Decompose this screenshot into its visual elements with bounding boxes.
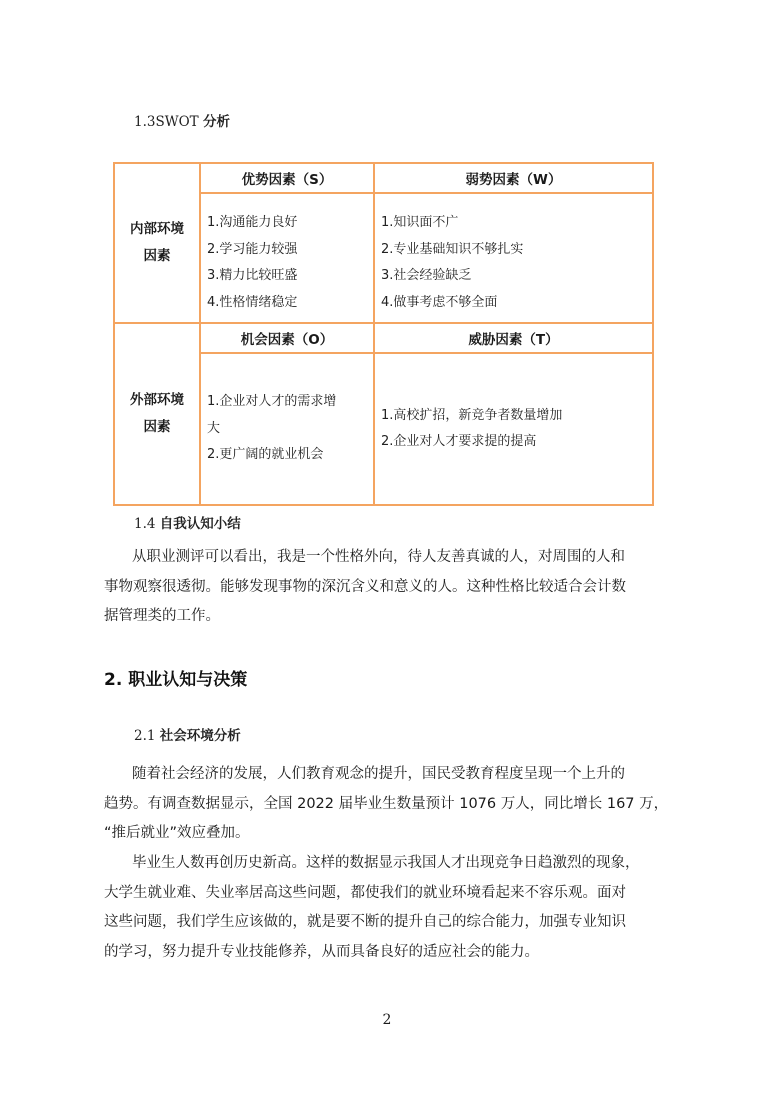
list-item: 2.企业对人才要求提的提高: [381, 434, 537, 449]
strengths-list: [200, 193, 374, 323]
opportunities-header: 机会因素（O）: [200, 323, 374, 353]
list-item: 2.专业基础知识不够扎实: [381, 241, 524, 257]
page-number: 2: [382, 1012, 392, 1028]
social-environment-paragraph-2: [104, 849, 670, 967]
list-item: 2.学习能力较强: [207, 241, 298, 257]
threats-header: 威胁因素（T）: [374, 323, 653, 353]
threats-list: [374, 353, 653, 505]
list-item: 1.高校扩招，新竞争者数量增加: [381, 407, 563, 423]
section-title: 自我认知小结: [159, 516, 241, 532]
paragraph-line: 这些问题，我们学生应该做的，就是要不断的提升自己的综合能力，加强专业知识: [104, 914, 626, 930]
section-heading-1-3: [134, 110, 230, 130]
paragraph-line: 的学习，努力提升专业技能修养，从而具备良好的适应社会的能力。: [104, 943, 539, 960]
list-item: 3.精力比较旺盛: [207, 268, 298, 283]
section-number: 1.4: [134, 516, 156, 532]
paragraph-line: 大学生就业难、失业率居高这些问题，都使我们的就业环境看起来不容乐观。面对: [104, 884, 626, 901]
list-item: 大: [207, 420, 221, 436]
list-item: 4.性格情绪稳定: [207, 294, 298, 310]
section-title: 分析: [202, 114, 230, 130]
paragraph-line: 随着社会经济的发展，人们教育观念的提升，国民受教育程度呈现一个上升的: [132, 766, 625, 782]
internal-factors-label: 内部环境 因素: [114, 163, 200, 323]
list-item: 1.知识面不广: [381, 215, 459, 230]
paragraph-line: 趋势。有调查数据显示，全国 2022 届毕业生数量预计 1076 万人，同比增长 167 万，: [104, 795, 669, 812]
social-environment-paragraph-1: [104, 760, 670, 849]
section-number: 1.3SWOT: [134, 114, 199, 130]
section-number: 2.1: [134, 728, 156, 744]
list-item: 4.做事考虑不够全面: [381, 294, 498, 310]
paragraph-line: 事物观察很透彻。能够发现事物的深沉含义和意义的人。这种性格比较适合会计数: [104, 578, 626, 595]
weaknesses-header: 弱势因素（W）: [374, 163, 653, 193]
self-awareness-summary-paragraph: [104, 543, 670, 632]
list-item: 1.企业对人才的需求增: [207, 394, 337, 410]
paragraph-line: “推后就业”效应叠加。: [104, 825, 250, 841]
strengths-header: 优势因素（S）: [200, 163, 374, 193]
section-title: 社会环境分析: [159, 728, 241, 744]
list-item: 2.更广阔的就业机会: [207, 447, 324, 463]
paragraph-line: 毕业生人数再创历史新高。这样的数据显示我国人才出现竞争日趋激烈的现象，: [132, 855, 640, 871]
paragraph-line: 从职业测评可以看出，我是一个性格外向，待人友善真诚的人，对周围的人和: [132, 549, 625, 565]
list-item: 1.沟通能力良好: [207, 215, 298, 230]
swot-table: [113, 162, 654, 506]
section-heading-1-4: [134, 512, 241, 532]
opportunities-list: [200, 353, 374, 505]
section-heading-2-1: [134, 724, 241, 744]
section-heading-2: 2. 职业认知与决策: [104, 670, 248, 690]
paragraph-line: 据管理类的工作。: [104, 608, 220, 624]
list-item: 3.社会经验缺乏: [381, 268, 472, 283]
external-factors-label: 外部环境 因素: [114, 323, 200, 505]
weaknesses-list: [374, 193, 653, 323]
